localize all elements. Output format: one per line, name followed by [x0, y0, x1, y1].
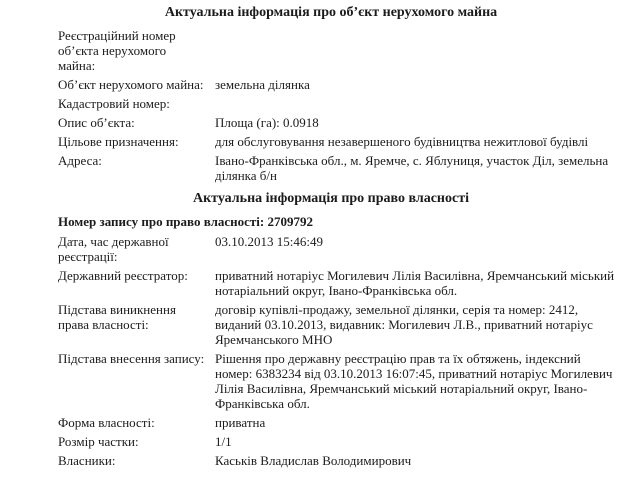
field-value: земельна ділянка	[215, 77, 310, 92]
field-label: Дата, час державної реєстрації:	[58, 234, 169, 264]
field-value: приватний нотаріус Могилевич Лілія Василівна, Яремчанський міський нотаріальний округ, Івано-Франківська обл.	[215, 268, 615, 298]
row-address	[58, 153, 618, 183]
field-label: Підстава внесення запису:	[58, 351, 205, 366]
field-label: Кадастровий номер:	[58, 96, 170, 111]
row-object-description	[58, 115, 618, 130]
field-label: Реєстраційний номер об’єкта нерухомого майна:	[58, 28, 176, 73]
field-value: приватна	[215, 415, 266, 430]
field-value: 1/1	[215, 434, 232, 449]
field-label: Адреса:	[58, 153, 102, 168]
field-label: Розмір частки:	[58, 434, 139, 449]
ownership-record-number-line	[58, 214, 618, 229]
field-value: Рішення про державну реєстрацію прав та їх обтяжень, індексний номер: 6383234 від 03.10.2013 16:07:45, приватний нотаріус Могилевич Лілія Василівна, Яремчанський міський нотаріальний округ, Івано-Франківська обл.	[215, 351, 613, 411]
row-cadastral-number	[58, 96, 618, 111]
field-value: 03.10.2013 15:46:49	[215, 234, 323, 249]
field-label: Об’єкт нерухомого майна:	[58, 77, 204, 92]
object-section-title: Актуальна інформація про об’єкт нерухомого майна	[164, 5, 498, 20]
row-object-type	[58, 77, 618, 92]
field-value: для обслуговування незавершеного будівництва нежитлової будівлі	[215, 134, 589, 149]
field-label: Державний реєстратор:	[58, 268, 188, 283]
field-label: Опис об’єкта:	[58, 115, 135, 130]
field-label: Власники:	[58, 453, 116, 468]
field-label: Підстава виникнення права власності:	[58, 302, 176, 332]
record-number-value: 2709792	[267, 214, 313, 229]
field-value: договір купівлі-продажу, земельної ділянки, серія та номер: 2412, виданий 03.10.2013, видавник: Могилевич Л.В., приватний нотаріус Яремчанського МНО	[215, 302, 593, 347]
field-value: Івано-Франківська обл., м. Яремче, с. Яблуниця, участок Діл, земельна ділянка б/н	[215, 153, 609, 183]
field-label: Цільове призначення:	[58, 134, 179, 149]
field-value: Площа (га): 0.0918	[215, 115, 319, 130]
field-value: Каськів Владислав Володимирович	[215, 453, 412, 468]
row-record-entry-basis	[58, 351, 618, 411]
row-ownership-form	[58, 415, 618, 430]
row-registration-number	[58, 28, 618, 73]
row-designated-purpose	[58, 134, 618, 149]
field-value	[215, 96, 618, 111]
row-state-registrar	[58, 268, 618, 298]
row-share-size	[58, 434, 618, 449]
field-label: Форма власності:	[58, 415, 155, 430]
record-number-label: Номер запису про право власності:	[58, 214, 265, 229]
field-value	[215, 28, 618, 73]
row-owners	[58, 453, 618, 468]
ownership-section-title: Актуальна інформація про право власності	[193, 191, 469, 206]
row-ownership-basis	[58, 302, 618, 347]
row-registration-datetime	[58, 234, 618, 264]
